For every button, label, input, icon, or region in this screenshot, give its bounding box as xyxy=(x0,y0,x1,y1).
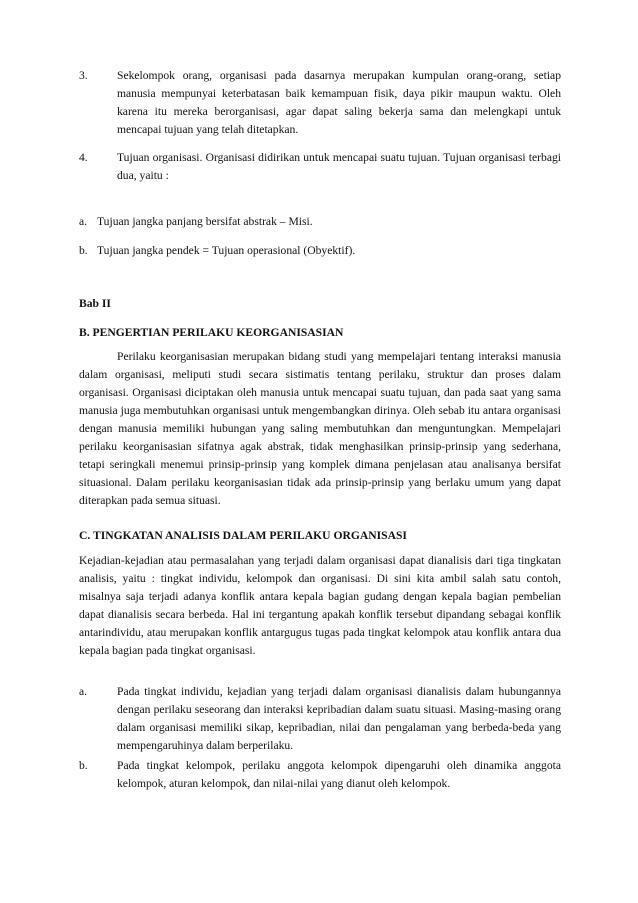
goal-item-a xyxy=(79,213,561,231)
section-b-heading: B. PENGERTIAN PERILAKU KEORGANISASIAN xyxy=(79,326,344,339)
numbered-item-4 xyxy=(79,149,561,185)
item-letter: a. xyxy=(79,685,88,698)
item-text: Tujuan jangka panjang bersifat abstrak – Misi. xyxy=(97,215,313,228)
item-text: Tujuan jangka pendek = Tujuan operasional (Obyektif). xyxy=(97,244,356,257)
numbered-item-3 xyxy=(79,67,561,139)
level-item-a xyxy=(79,683,561,755)
item-number: 3. xyxy=(79,69,88,82)
goal-item-b xyxy=(79,242,561,260)
chapter-heading: Bab II xyxy=(79,297,111,310)
item-letter: a. xyxy=(79,215,88,228)
paragraph-text: Perilaku keorganisasian merupakan bidang studi yang mempelajari tentang interaksi manusia dalam organisasi, meliputi studi secara sistimatis tentang perilaku, struktur dan proses dalam organisasi. Organisasi diciptakan oleh manusia untuk mencapai suatu tujuan, dan pada saat yang sama manusia juga membutuhkan organisasi untuk mengembangkan dirinya. Oleh sebab itu antara organisasi dengan manusia memiliki hubungan yang saling membutuhkan dan menguntungkan. Mempelajari perilaku keorganisasian sifatnya agak abstrak, tidak menghasilkan prinsip-prinsip yang sederhana, tetapi seringkali menemui prinsip-prinsip yang komplek dimana penjelasan atau analisanya bersifat situasional. Dalam perilaku keorganisasian tidak ada prinsip-prinsip yang berlaku umum yang dapat diterapkan pada semua situasi. xyxy=(79,350,561,507)
item-text: Sekelompok orang, organisasi pada dasarnya merupakan kumpulan orang-orang, setiap manusia mempunyai keterbatasan baik kemampuan fisik, daya pikir maupun waktu. Oleh karena itu mereka berorganisasi, agar dapat saling bekerja sama dan melengkapi untuk mencapai tujuan yang telah ditetapkan. xyxy=(117,69,561,136)
item-text: Tujuan organisasi. Organisasi didirikan untuk mencapai suatu tujuan. Tujuan organisasi terbagi dua, yaitu : xyxy=(117,151,561,182)
section-c-heading: C. TINGKATAN ANALISIS DALAM PERILAKU ORGANISASI xyxy=(79,529,407,542)
item-text: Pada tingkat individu, kejadian yang terjadi dalam organisasi dianalisis dalam hubungannya dengan perilaku seseorang dan interaksi kepribadian dalam suatu situasi. Masing-masing orang dalam organisasi memiliki sikap, kepribadian, nilai dan pengalaman yang berbeda-beda yang mempengaruhinya dalam berperilaku. xyxy=(117,685,561,752)
item-letter: b. xyxy=(79,759,88,772)
level-item-b xyxy=(79,757,561,793)
item-text: Pada tingkat kelompok, perilaku anggota kelompok dipengaruhi oleh dinamika anggota kelompok, aturan kelompok, dan nilai-nilai yang dianut oleh kelompok. xyxy=(117,759,561,790)
item-letter: b. xyxy=(79,244,88,257)
section-c-paragraph: Kejadian-kejadian atau permasalahan yang terjadi dalam organisasi dapat dianalisis dari tiga tingkatan analisis, yaitu : tingkat individu, kelompok dan organisasi. Di sini kita ambil salah satu contoh, misalnya saja terjadi adanya konflik antara kepala bagian gudang dengan kepala bagian pembelian dapat dianalisis secara berbeda. Hal ini tergantung apakah konflik tersebut dipandang sebagai konflik antarindividu, atau merupakan konflik antargugus tugas pada tingkat kelompok atau konflik antara dua kepala bagian pada tingkat organisasi. xyxy=(79,554,561,657)
item-number: 4. xyxy=(79,151,88,164)
section-b-paragraph xyxy=(79,348,561,510)
